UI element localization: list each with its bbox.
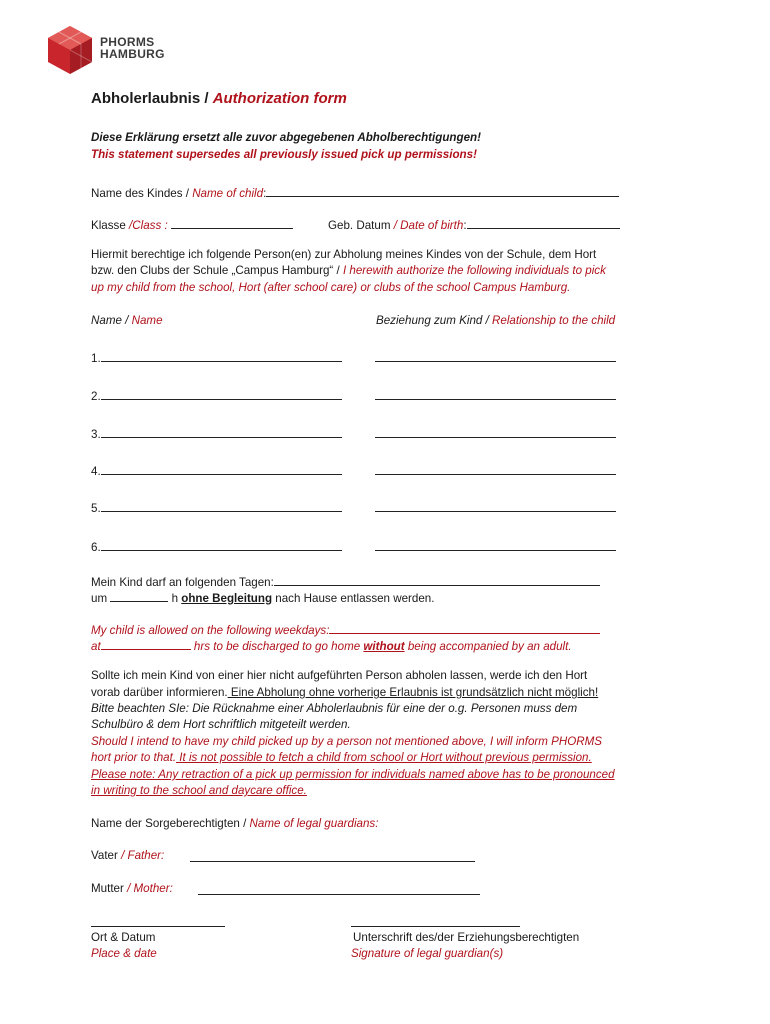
intro-line3: up my child from the school, Hort (after school care) or clubs of the school Campus Hamburg. [91,281,571,294]
notice-de-line1: Sollte ich mein Kind von einer hier nicht aufgeführten Person abholen lassen, werde ich den Hort [91,669,588,682]
time-en-without: without [363,640,405,653]
weekdays-en-line[interactable] [329,621,600,634]
father-en: / Father: [121,849,165,862]
notice-de-line4: Schulbüro & dem Hort schriftlich mitgeteilt werden. [91,718,351,731]
row-name-line[interactable] [101,499,342,512]
table-row[interactable] [91,499,342,515]
time-en-rest: being accompanied by an adult. [404,640,572,653]
row-relationship-line[interactable] [375,425,616,438]
col-relationship-de: Beziehung zum Kind / [376,314,493,327]
dob-field[interactable] [328,216,620,232]
time-de-ohne: ohne Begleitung [181,592,273,605]
intro-line1: Hiermit berechtige ich folgende Person(en) zur Abholung meines Kindes von der Schule, dem Hort [91,248,597,261]
signature-label-de: Unterschrift des/der Erziehungsberechtigten [353,931,580,944]
time-de-um: um [91,592,108,605]
time-en-field[interactable] [91,637,572,653]
col-name-header [91,314,163,327]
weekdays-de-label: Mein Kind darf an folgenden Tagen: [91,576,274,589]
row-number: 6. [91,541,101,554]
brand-line1: PHORMS [100,35,155,49]
notice-de-line2 [91,686,598,699]
mother-line[interactable] [198,882,480,895]
brand-name [100,36,165,60]
row-relationship[interactable] [375,387,616,403]
table-row[interactable] [91,425,342,441]
guardians-de: Name der Sorgeberechtigten / [91,817,250,830]
statement-en: This statement supersedes all previously issued pick up permissions! [91,148,477,161]
row-name-line[interactable] [101,349,342,362]
intro-line2-de: bzw. den Clubs der Schule „Campus Hamburg“ / [91,264,343,277]
time-de-field[interactable] [91,589,434,605]
row-relationship-line[interactable] [375,462,616,475]
time-de-rest: nach Hause entlassen werden. [272,592,435,605]
time-en-at: at [91,640,101,653]
row-relationship[interactable] [375,499,616,515]
notice-en-line1: Should I intend to have my child picked up by a person not mentioned above, I will inform PHORMS [91,735,603,748]
col-name-de: Name / [91,314,132,327]
title-de: Abholerlaubnis / [91,90,213,107]
row-relationship[interactable] [375,349,616,365]
row-name-line[interactable] [101,462,342,475]
row-name-line[interactable] [101,387,342,400]
mother-de: Mutter [91,882,128,895]
row-relationship-line[interactable] [375,349,616,362]
brand-line2: HAMBURG [100,47,165,61]
notice-en-line2b: It is not possible to fetch a child from school or Hort without previous permission. [176,751,592,764]
child-name-label-en: Name of child [192,187,264,200]
notice-de-line2b: Eine Abholung ohne vorherige Erlaubnis ist grundsätzlich nicht möglich! [227,686,599,699]
child-name-field[interactable] [91,184,619,200]
phorms-logo-icon [46,24,94,74]
mother-en: / Mother: [127,882,173,895]
signature-line[interactable] [351,914,520,927]
table-row[interactable] [91,387,342,403]
child-name-colon: : [263,187,267,200]
row-number: 5. [91,502,101,515]
notice-en-line4: in writing to the school and daycare office. [91,784,307,797]
weekdays-en-label: My child is allowed on the following weekdays: [91,624,330,637]
page-title [91,90,347,107]
class-label-de: Klasse [91,219,130,232]
guardians-heading [91,817,378,830]
place-date-label-de: Ort & Datum [91,931,156,944]
row-number: 3. [91,428,101,441]
table-row[interactable] [91,462,342,478]
mother-field[interactable] [198,882,480,900]
notice-en-line2 [91,751,592,764]
row-relationship-line[interactable] [375,387,616,400]
row-number: 4. [91,465,101,478]
father-label [91,849,164,862]
row-name-line[interactable] [101,538,342,551]
child-name-label-de: Name des Kindes / [91,187,193,200]
col-name-en: Name [131,314,163,327]
title-en: Authorization form [212,90,347,107]
time-en-hrs: hrs to be discharged to go home [190,640,364,653]
intro-line2-en: I herewith authorize the following individuals to pick [342,264,606,277]
statement-de: Diese Erklärung ersetzt alle zuvor abgegebenen Abholberechtigungen! [91,131,481,144]
notice-en-line3: Please note: Any retraction of a pick up permission for individuals named above has to be pronounced [91,768,615,781]
class-line[interactable] [171,216,293,229]
father-field[interactable] [190,849,475,867]
row-name-line[interactable] [101,425,342,438]
signature-label-en: Signature of legal guardian(s) [351,947,504,960]
row-relationship[interactable] [375,425,616,441]
place-date-label-en: Place & date [91,947,157,960]
col-relationship-header [376,314,615,327]
time-de-h: h [168,592,182,605]
row-relationship[interactable] [375,462,616,478]
weekdays-de-line[interactable] [274,573,600,586]
signature-field[interactable] [351,914,520,932]
intro-line2 [91,264,606,277]
father-de: Vater [91,849,122,862]
place-date-field[interactable] [91,914,225,932]
time-en-line[interactable] [101,637,191,650]
class-label-en: /Class : [129,219,168,232]
row-relationship-line[interactable] [375,499,616,512]
weekdays-de-field[interactable] [91,573,600,589]
child-name-line[interactable] [266,184,619,197]
row-number: 1. [91,352,101,365]
notice-de-line2a: vorab darüber informieren. [91,686,228,699]
dob-label-de: Geb. Datum [328,219,394,232]
table-row[interactable] [91,349,342,365]
weekdays-en-field[interactable] [91,621,600,637]
place-date-line[interactable] [91,914,225,927]
table-row[interactable] [91,538,342,554]
class-field[interactable] [91,216,293,232]
notice-de-line3: Bitte beachten SIe: Die Rücknahme einer Abholerlaubnis für eine der o.g. Personen muss dem [91,702,578,715]
notice-en-line2a: hort prior to that. [91,751,177,764]
dob-label-en: / Date of birth [393,219,464,232]
dob-line[interactable] [467,216,620,229]
row-number: 2. [91,390,101,403]
father-line[interactable] [190,849,475,862]
time-de-line[interactable] [110,589,168,602]
row-relationship-line[interactable] [375,538,616,551]
dob-colon: : [463,219,467,232]
col-relationship-en: Relationship to the child [492,314,616,327]
row-relationship[interactable] [375,538,616,554]
guardians-en: Name of legal guardians: [249,817,379,830]
mother-label [91,882,173,895]
